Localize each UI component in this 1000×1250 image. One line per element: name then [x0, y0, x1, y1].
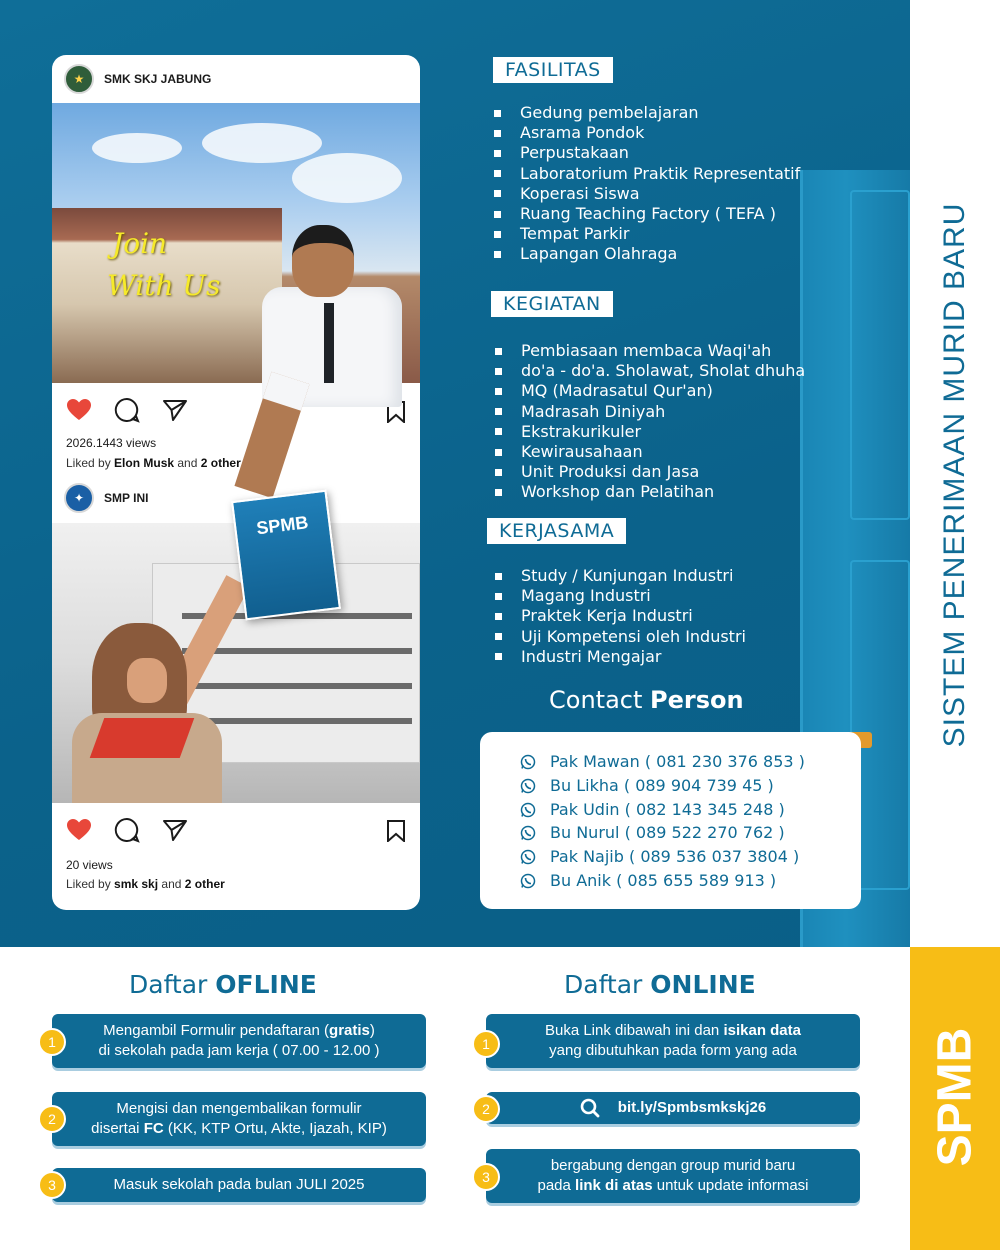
list-item: Ruang Teaching Factory ( TEFA )	[494, 204, 800, 224]
contact-item[interactable]: Pak Najib ( 089 536 037 3804 )	[520, 847, 799, 866]
post-photo	[52, 523, 420, 803]
whatsapp-icon	[520, 825, 536, 841]
account-name: SMP INI	[104, 491, 149, 505]
list-item: Magang Industri	[495, 586, 746, 606]
kerjasama-list	[495, 566, 746, 667]
liked-by: Liked by smk skj and 2 other	[66, 877, 225, 891]
share-icon[interactable]	[162, 818, 188, 842]
list-item: Gedung pembelajaran	[494, 103, 800, 123]
list-item: Uji Kompetensi oleh Industri	[495, 627, 746, 647]
contact-item[interactable]: Pak Mawan ( 081 230 376 853 )	[520, 752, 805, 771]
list-item: Perpustakaan	[494, 143, 800, 163]
step-number: 2	[38, 1105, 66, 1133]
contact-item[interactable]: Bu Anik ( 085 655 589 913 )	[520, 871, 776, 890]
whatsapp-icon	[520, 849, 536, 865]
offline-step: Mengambil Formulir pendaftaran (gratis) di sekolah pada jam kerja ( 07.00 - 12.00 )	[52, 1014, 426, 1068]
student-girl	[72, 623, 232, 803]
section-title-fasilitas: FASILITAS	[493, 57, 613, 83]
school-logo-icon: ✦	[64, 483, 94, 513]
step-number: 3	[472, 1163, 500, 1191]
contact-item[interactable]: Bu Likha ( 089 904 739 45 )	[520, 776, 774, 795]
kegiatan-list	[495, 341, 805, 503]
overlay-text: Join With Us	[107, 227, 221, 302]
list-item: Lapangan Olahraga	[494, 244, 800, 264]
offline-step: Masuk sekolah pada bulan JULI 2025	[52, 1168, 426, 1202]
step-number: 2	[472, 1095, 500, 1123]
student-boy	[262, 225, 402, 525]
bookmark-icon[interactable]	[386, 820, 406, 842]
post-actions	[66, 397, 188, 423]
liked-by: Liked by Elon Musk and 2 other	[66, 456, 241, 470]
post-header	[64, 483, 148, 513]
door-panel	[850, 190, 910, 520]
account-name: SMK SKJ JABUNG	[104, 72, 212, 86]
registration-section	[0, 947, 910, 1250]
list-item: Study / Kunjungan Industri	[495, 566, 746, 586]
side-title: SISTEM PENERIMAAN MURID BARU	[938, 202, 971, 748]
section-title-kerjasama: KERJASAMA	[487, 518, 626, 544]
list-item: Madrasah Diniyah	[495, 402, 805, 422]
list-item: Ekstrakurikuler	[495, 422, 805, 442]
list-item: Unit Produksi dan Jasa	[495, 462, 805, 482]
whatsapp-icon	[520, 778, 536, 794]
list-item: Tempat Parkir	[494, 224, 800, 244]
heart-icon[interactable]	[66, 398, 92, 422]
list-item: Koperasi Siswa	[494, 184, 800, 204]
school-logo-icon: ★	[64, 64, 94, 94]
spmb-badge: SPMB	[928, 1027, 982, 1167]
search-icon	[580, 1098, 600, 1118]
step-number: 3	[38, 1171, 66, 1199]
comment-icon[interactable]	[114, 397, 140, 423]
list-item: Pembiasaan membaca Waqi'ah	[495, 341, 805, 361]
mini-poster: SPMB	[231, 490, 341, 621]
list-item: do'a - do'a. Sholawat, Sholat dhuha	[495, 361, 805, 381]
social-feed-card	[52, 55, 420, 910]
list-item: Kewirausahaan	[495, 442, 805, 462]
post-actions	[66, 817, 188, 843]
contact-item[interactable]: Bu Nurul ( 089 522 270 762 )	[520, 823, 785, 842]
post-header	[64, 64, 211, 94]
registration-link[interactable]: bit.ly/Spmbsmkskj26	[486, 1092, 860, 1124]
online-step: Buka Link dibawah ini dan isikan data yang dibutuhkan pada form yang ada	[486, 1014, 860, 1068]
share-icon[interactable]	[162, 398, 188, 422]
list-item: Workshop dan Pelatihan	[495, 482, 805, 502]
step-number: 1	[38, 1028, 66, 1056]
offline-title: Daftar OFLINE	[129, 970, 317, 999]
whatsapp-icon	[520, 873, 536, 889]
contact-title: Contact Person	[549, 686, 744, 714]
view-count: 20 views	[66, 858, 113, 872]
list-item: Laboratorium Praktik Representatif	[494, 164, 800, 184]
view-count: 2026.1443 views	[66, 436, 157, 450]
whatsapp-icon	[520, 802, 536, 818]
online-title: Daftar ONLINE	[564, 970, 756, 999]
offline-step: Mengisi dan mengembalikan formulir disertai FC (KK, KTP Ortu, Akte, Ijazah, KIP)	[52, 1092, 426, 1146]
contact-box	[480, 732, 861, 909]
contact-item[interactable]: Pak Udin ( 082 143 345 248 )	[520, 800, 785, 819]
step-number: 1	[472, 1030, 500, 1058]
whatsapp-icon	[520, 754, 536, 770]
list-item: Industri Mengajar	[495, 647, 746, 667]
fasilitas-list	[494, 103, 800, 265]
comment-icon[interactable]	[114, 817, 140, 843]
online-step: bergabung dengan group murid baru pada link di atas untuk update informasi	[486, 1149, 860, 1203]
list-item: Asrama Pondok	[494, 123, 800, 143]
heart-icon[interactable]	[66, 818, 92, 842]
section-title-kegiatan: KEGIATAN	[491, 291, 613, 317]
list-item: MQ (Madrasatul Qur'an)	[495, 381, 805, 401]
list-item: Praktek Kerja Industri	[495, 606, 746, 626]
